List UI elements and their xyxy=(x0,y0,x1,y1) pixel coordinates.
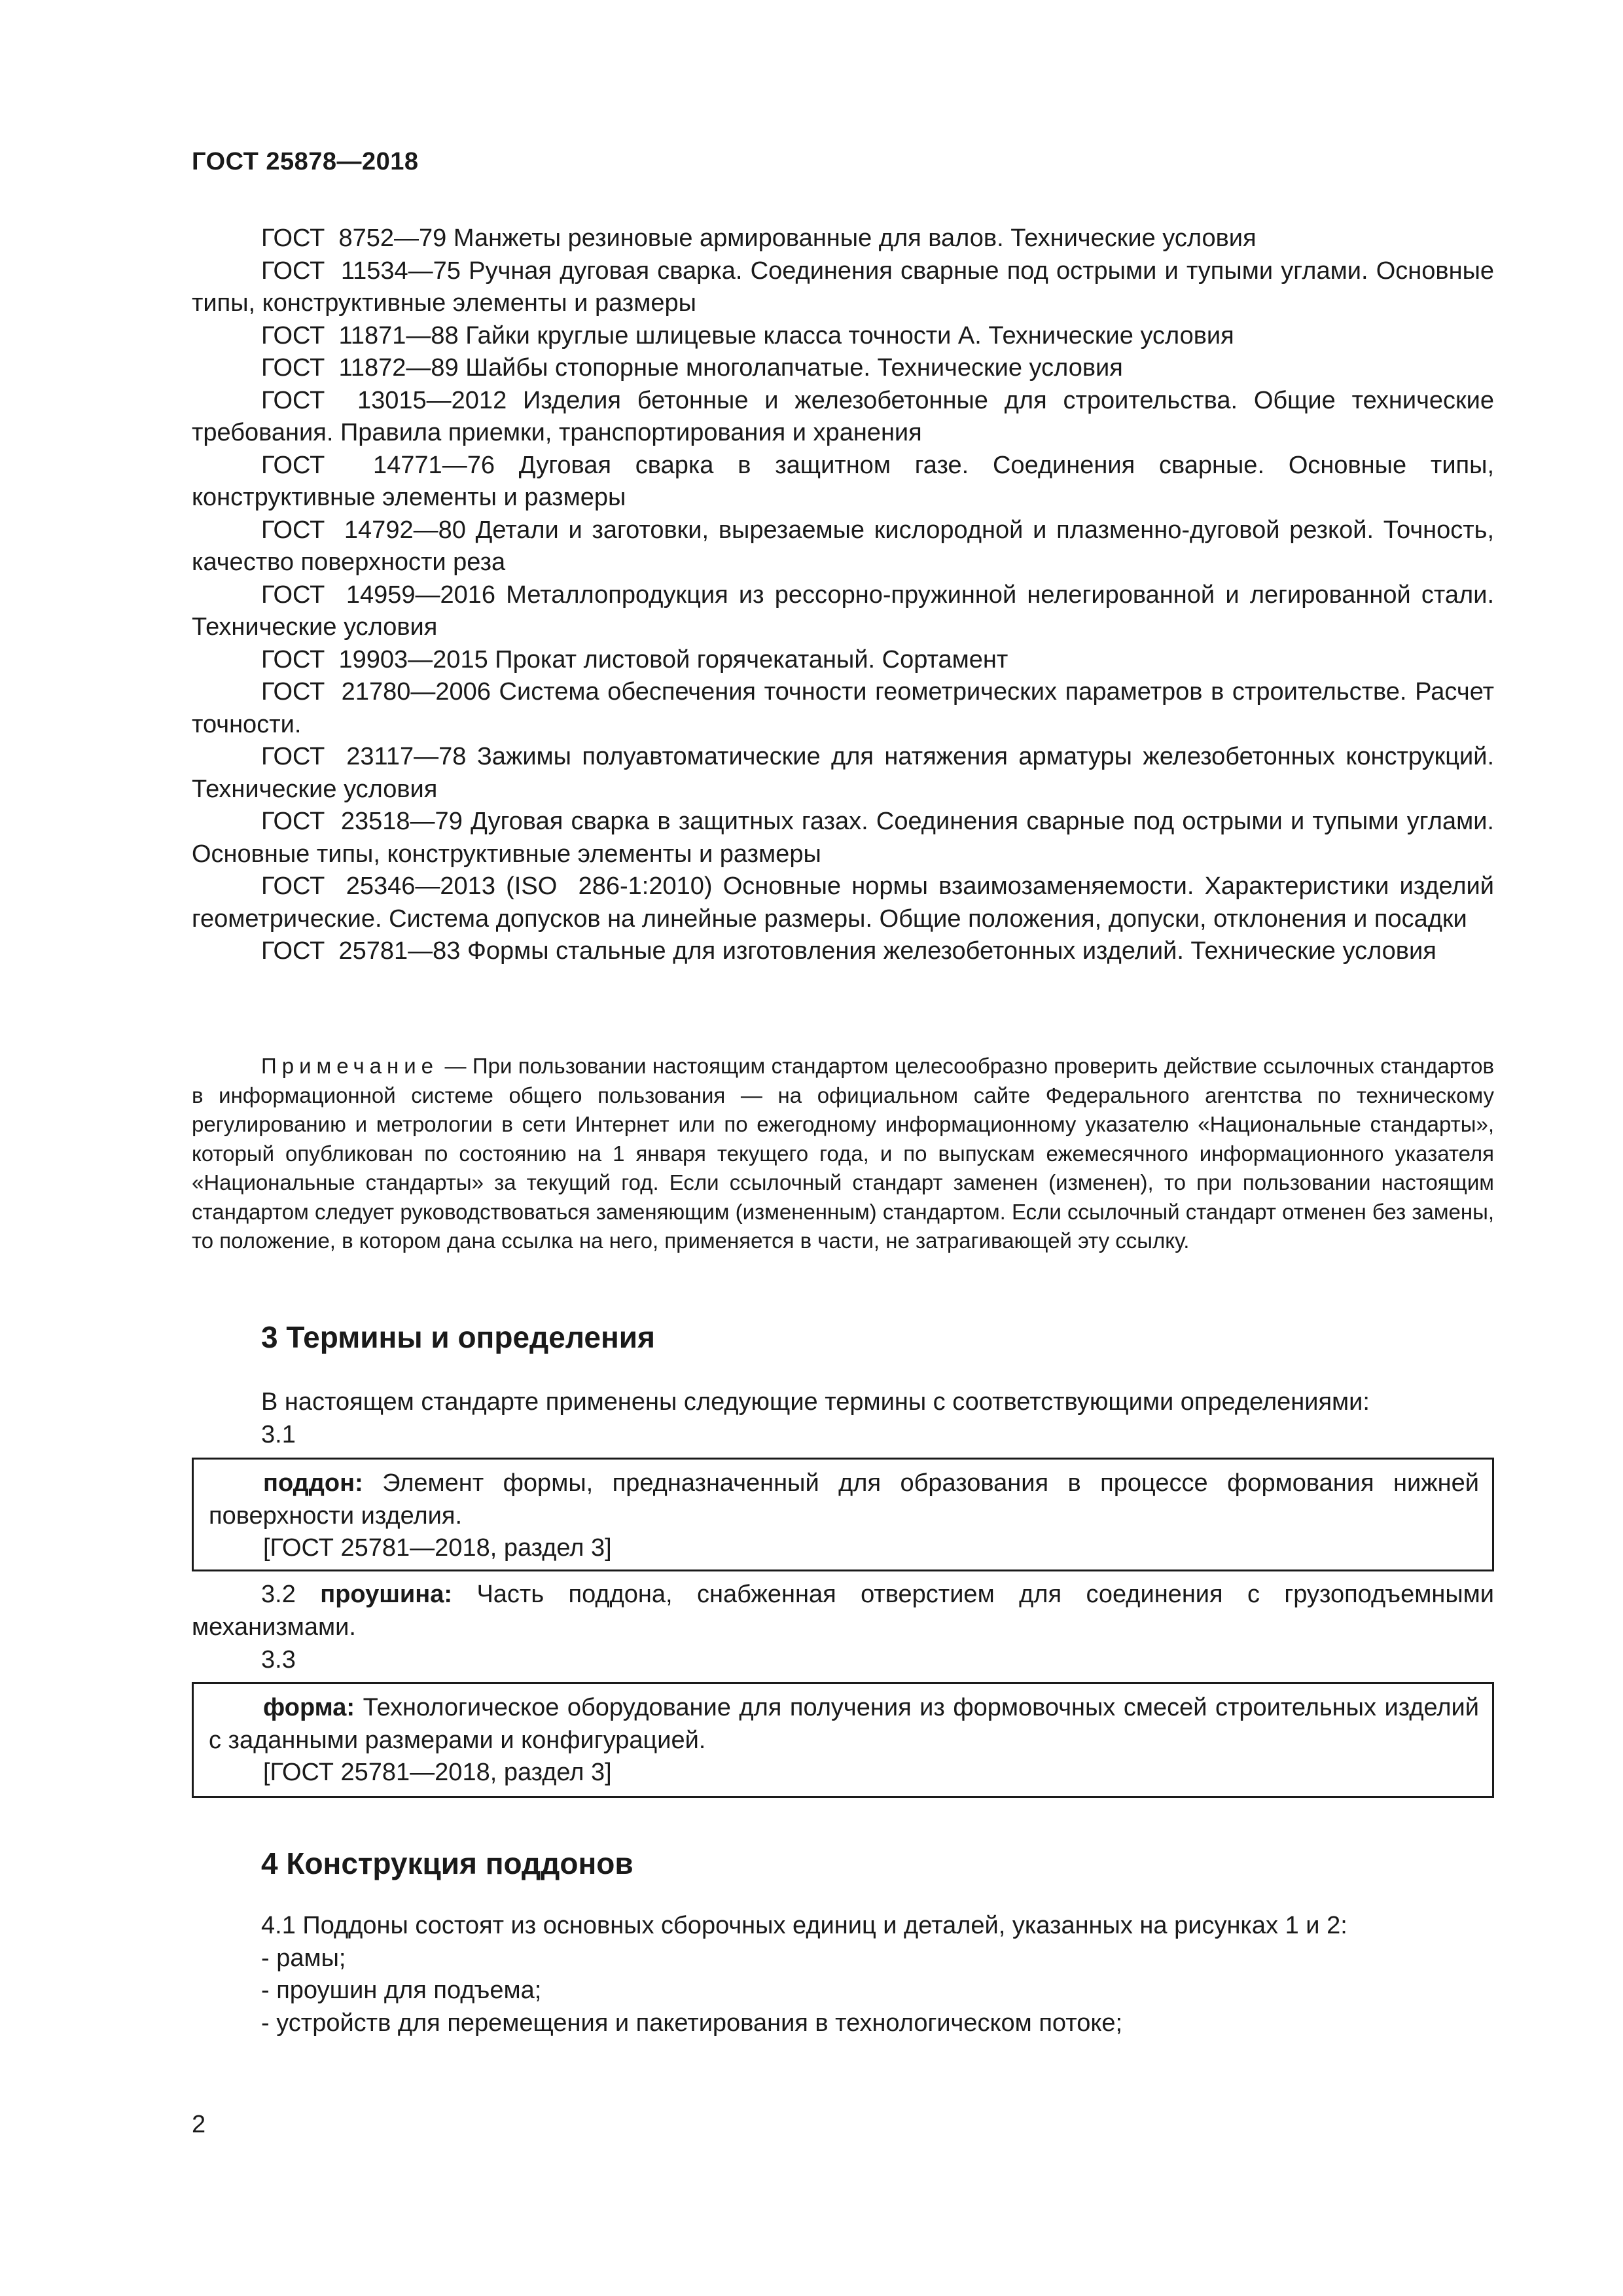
reference-code: ГОСТ 8752—79 xyxy=(261,224,447,252)
reference-title: Дуговая сварка в защитном газе. Соединения сварные. Основные типы, конструктивные элементы и размеры xyxy=(192,451,1495,511)
list-item: - устройств для перемещения и пакетирования в технологическом потоке; xyxy=(261,2009,1123,2037)
term-number-3-1: 3.1 xyxy=(261,1421,296,1448)
section-4-content xyxy=(261,1910,1347,2039)
reference-title: Шайбы стопорные многолапчатые. Технические условия xyxy=(465,354,1123,382)
reference-code: ГОСТ 14959—2016 xyxy=(261,581,496,609)
reference-item xyxy=(192,450,1494,514)
reference-item xyxy=(192,385,1494,450)
reference-code: ГОСТ 23117—78 xyxy=(261,743,467,770)
term-text: Технологическое оборудование для получения из формовочных смесей строительных изделий с заданными размерами и конфигурацией. xyxy=(209,1694,1479,1754)
term-name: форма: xyxy=(263,1694,355,1721)
term-box-poddon xyxy=(192,1458,1494,1571)
reference-title: Ручная дуговая сварка. Соединения сварные под острыми и тупыми углами. Основные типы, конструктивные элементы и размеры xyxy=(192,257,1495,317)
reference-item xyxy=(192,676,1494,741)
term-definition xyxy=(209,1467,1479,1532)
reference-item xyxy=(192,741,1494,806)
reference-code: ГОСТ 23518—79 xyxy=(261,808,463,835)
note-text: При пользовании настоящим стандартом целесообразно проверить действие ссылочных стандартов в информационной системе общего пользования — на официальном сайте Федерального агентства по техническому регулированию и метрологии в сети Интернет или по ежегодному информационному указателю «Национальные стандарты», который опубликован по состоянию на 1 января текущего года, и по выпускам ежемесячного информационного указателя «Национальные стандарты» за текущий год. Если ссылочный стандарт заменен (изменен), то при пользовании настоящим стандартом следует руководствоваться заменяющим (измененным) стандартом. Если ссылочный стандарт отменен без замены, то положение, в котором дана ссылка на него, применяется в части, не затрагивающей эту ссылку. xyxy=(192,1054,1494,1253)
reference-item xyxy=(192,352,1494,385)
note-block xyxy=(192,1052,1494,1256)
reference-title: Прокат листовой горячекатаный. Сортамент xyxy=(495,645,1008,673)
reference-title: Манжеты резиновые армированные для валов. Технические условия xyxy=(453,224,1257,252)
reference-item xyxy=(192,320,1494,353)
note-paragraph xyxy=(192,1052,1494,1256)
reference-item xyxy=(192,223,1494,255)
reference-code: ГОСТ 19903—2015 xyxy=(261,645,488,673)
list-item: - проушин для подъема; xyxy=(261,1977,542,2004)
reference-code: ГОСТ 25346—2013 (ISO 286-1:2010) xyxy=(261,872,713,900)
reference-code: ГОСТ 11872—89 xyxy=(261,354,459,382)
reference-code: ГОСТ 25781—83 xyxy=(261,937,461,965)
reference-item xyxy=(192,935,1494,968)
section-3-heading: 3 Термины и определения xyxy=(261,1320,655,1354)
reference-code: ГОСТ 21780—2006 xyxy=(261,678,491,706)
reference-code: ГОСТ 11534—75 xyxy=(261,257,461,285)
reference-item xyxy=(192,579,1494,644)
normative-references xyxy=(192,223,1494,968)
reference-item xyxy=(192,870,1494,935)
reference-code: ГОСТ 13015—2012 xyxy=(261,386,507,414)
reference-item xyxy=(192,644,1494,677)
reference-title: Детали и заготовки, вырезаемые кислородной и плазменно-дуговой резкой. Точность, качество поверхности реза xyxy=(192,516,1494,576)
term-number-3-2: 3.2 xyxy=(261,1581,296,1608)
term-3-2-paragraph xyxy=(192,1579,1494,1643)
section-3-intro: В настоящем стандарте применены следующие термины с соответствующими определениями: xyxy=(261,1388,1370,1416)
list-item: - рамы; xyxy=(261,1944,346,1972)
reference-code: ГОСТ 11871—88 xyxy=(261,321,459,350)
term-source: [ГОСТ 25781—2018, раздел 3] xyxy=(263,1759,612,1786)
term-text: Часть поддона, снабженная отверстием для соединения с грузоподъемными механизмами. xyxy=(192,1581,1494,1641)
reference-title: Гайки круглые шлицевые класса точности А. Технические условия xyxy=(465,321,1234,350)
reference-title: Основные нормы взаимозаменяемости. Характеристики изделий геометрические. Система допусков на линейные размеры. Общие положения, допуски, отклонения и посадки xyxy=(192,872,1495,933)
reference-title: Формы стальные для изготовления железобетонных изделий. Технические условия xyxy=(467,937,1436,965)
reference-item xyxy=(192,514,1494,579)
reference-item xyxy=(192,255,1494,320)
section-4-heading: 4 Конструкция поддонов xyxy=(261,1846,633,1880)
term-name: проушина: xyxy=(320,1581,453,1608)
reference-code: ГОСТ 14771—76 xyxy=(261,451,495,479)
term-text: Элемент формы, предназначенный для образования в процессе формования нижней поверхности изделия. xyxy=(209,1469,1479,1530)
term-number-3-3: 3.3 xyxy=(261,1646,296,1674)
reference-title: Изделия бетонные и железобетонные для строительства. Общие технические требования. Правила приемки, транспортирования и хранения xyxy=(192,386,1494,446)
term-definition xyxy=(209,1692,1479,1757)
paragraph-4-1: 4.1 Поддоны состоят из основных сборочных единиц и деталей, указанных на рисунках 1 и 2: xyxy=(261,1912,1347,1939)
page-number: 2 xyxy=(192,2111,206,2138)
note-dash: — xyxy=(438,1054,473,1078)
reference-title: Зажимы полуавтоматические для натяжения арматуры железобетонных конструкций. Технические условия xyxy=(192,743,1495,803)
note-label: Примечание xyxy=(261,1054,439,1078)
reference-title: Дуговая сварка в защитных газах. Соединения сварные под острыми и тупыми углами. Основные типы, конструктивные элементы и размеры xyxy=(192,808,1494,868)
reference-item xyxy=(192,806,1494,870)
document-header: ГОСТ 25878—2018 xyxy=(192,148,419,175)
reference-title: Металлопродукция из рессорно-пружинной нелегированной и легированной стали. Технические условия xyxy=(192,581,1494,641)
reference-code: ГОСТ 14792—80 xyxy=(261,516,466,544)
reference-title: Система обеспечения точности геометрических параметров в строительстве. Расчет точности. xyxy=(192,678,1495,738)
term-source: [ГОСТ 25781—2018, раздел 3] xyxy=(263,1534,612,1562)
term-name: поддон: xyxy=(263,1469,363,1497)
term-box-forma xyxy=(192,1682,1494,1798)
